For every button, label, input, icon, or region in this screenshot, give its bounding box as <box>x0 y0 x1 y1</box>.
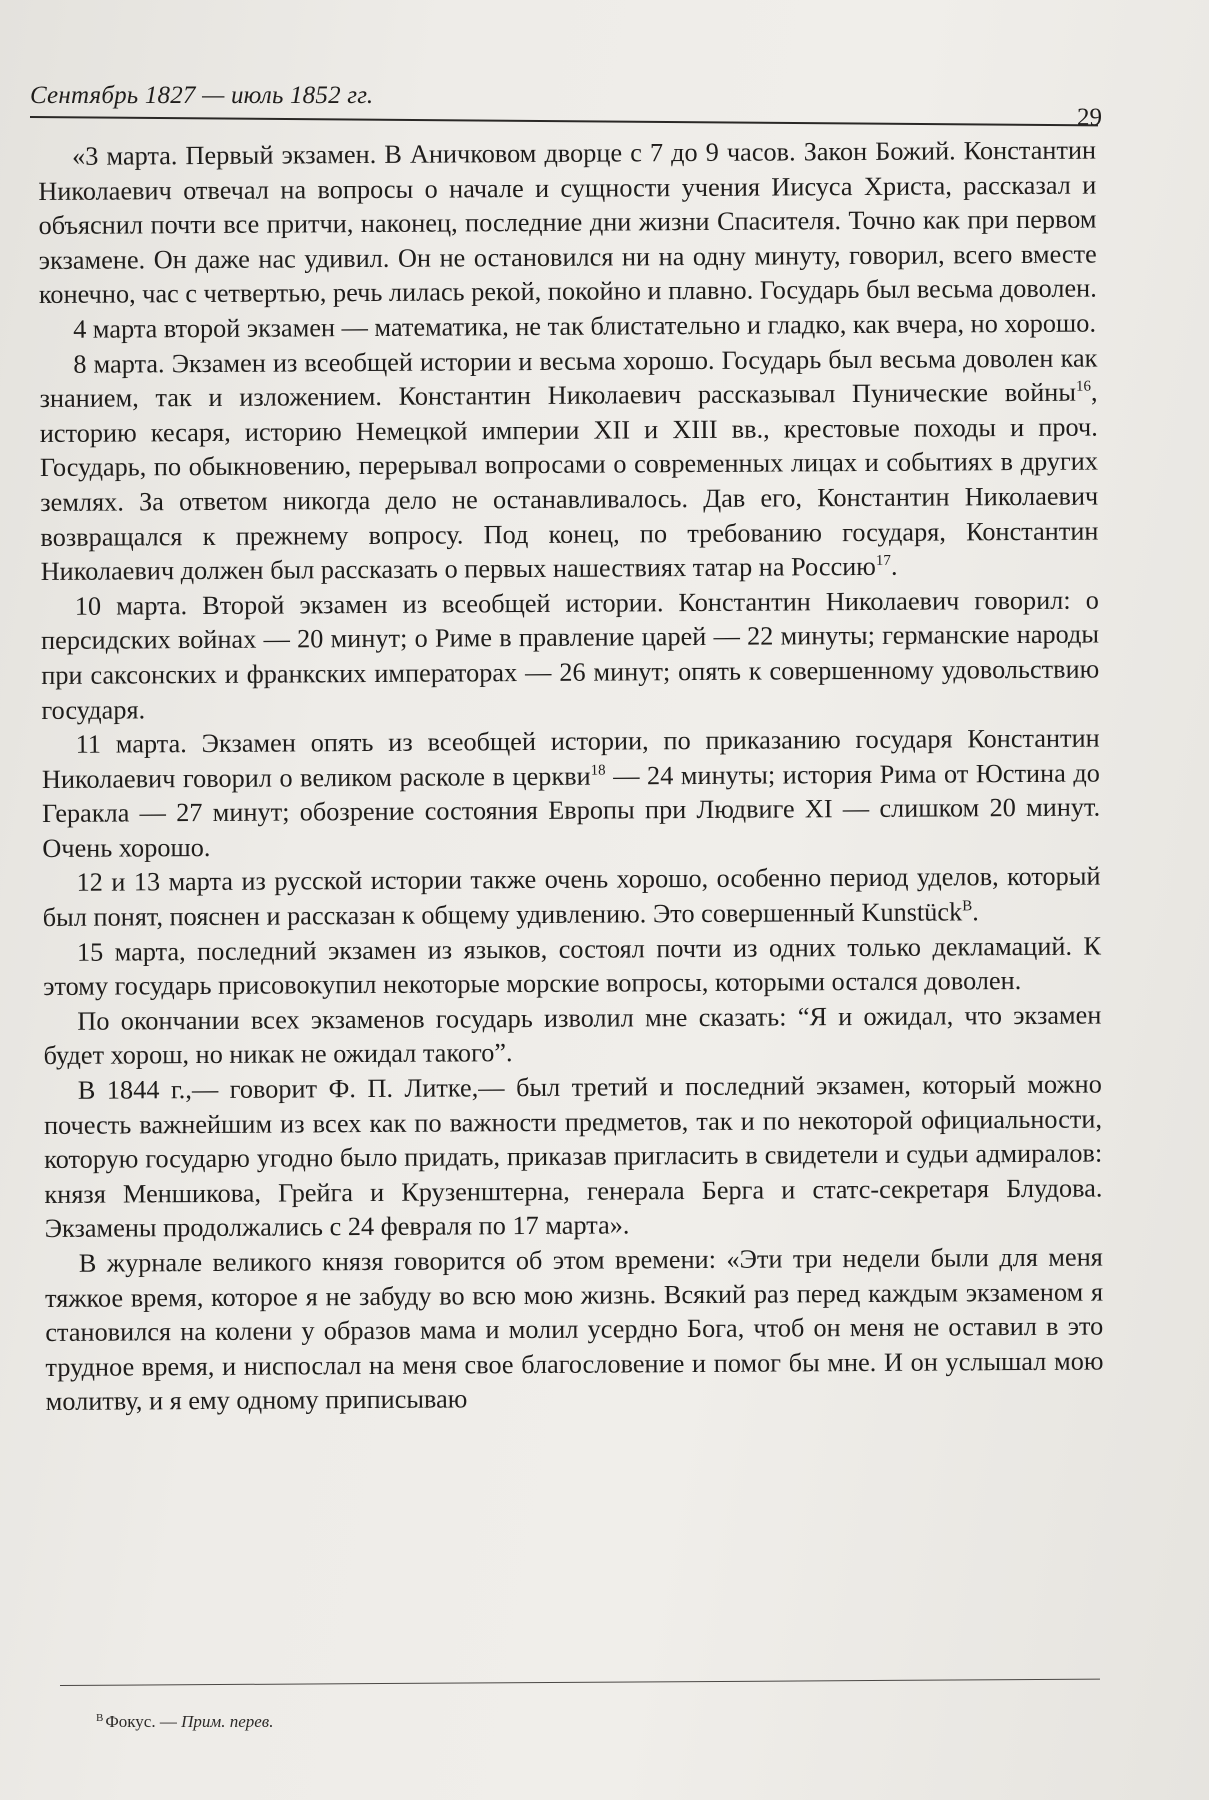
paragraph-text: 4 марта второй экзамен — математика, не так блистательно и гладко, как вчера, но хорошо. <box>73 308 1097 344</box>
paragraph <box>41 583 1100 728</box>
body-text <box>38 134 1104 1420</box>
running-title: Сентябрь 1827 — июль 1852 гг. <box>30 82 374 109</box>
footnote-rule <box>60 1679 1100 1686</box>
paragraph-text: В журнале великого князя говорится об этом времени: «Эти три недели были для меня тяжкое время, которое я не забуду во всю мою жизнь. Всякий раз перед каждым экзаменом я становился на колени у образов мама и молил усердно Бога, чтоб он меня не оставил в это трудное время, и ниспослал на меня свое благословение и помог бы мне. И он услышал мою молитву, и я ему одному приписываю <box>44 1242 1104 1417</box>
note-reference: 16 <box>1075 378 1091 395</box>
paragraph <box>39 307 1097 348</box>
paragraph-text: «3 марта. Первый экзамен. В Аничковом дворце с 7 до 9 часов. Закон Божий. Константин Николаевич отвечал на вопросы о начале и сущности учения Иисуса Христа, рассказал и объяснил почти все притчи, наконец, последние дни жизни Спасителя. Точно как при первом экзамене. Он даже нас удивил. Он не остановился ни на одну минуту, говорил, всего вместе конечно, час с четвертью, речь лилась рекой, покойно и плавно. Государь был весьма доволен. <box>38 135 1097 310</box>
paragraph-text: По окончании всех экзаменов государь изволил мне сказать: “Я и ожидал, что экзамен будет хорош, но никак не ожидал такого”. <box>43 1000 1102 1071</box>
paragraph <box>45 1241 1104 1420</box>
paragraph-text: , историю кесаря, историю Немецкой империи XII и XIII вв., крестовые походы и проч. Государь, по обыкновению, перерывал вопросами о современных лицах и событиях в других землях. За ответом никогда дело не останавливалось. Дав его, Константин Николаевич возвращался к прежнему вопросу. Под конец, по требованию государя, Константин Николаевич должен был рассказать о первых нашествиях татар на Россию <box>39 377 1099 587</box>
paragraph <box>44 1068 1103 1247</box>
paragraph-text: В 1844 г.,— говорит Ф. П. Литке,— был третий и последний экзамен, который можно почесть важнейшим из всех как по важности предметов, так и по некоторой официальности, которую государю угодно было придать, приказав пригласить в свидетели и судьи адмиралов: князя Меншикова, Грейга и Крузенштерна, генерала Берга и статс-секретаря Блудова. Экзамены продолжались с 24 февраля по 17 марта». <box>43 1069 1103 1244</box>
paragraph <box>38 134 1097 313</box>
footnote-text: Фокус. — <box>105 1712 177 1731</box>
paragraph-text: 8 марта. Экзамен из всеобщей истории и весьма хорошо. Государь был весьма доволен как знанием, так и изложением. Константин Николаевич рассказывал Пунические войны <box>39 343 1098 414</box>
paragraph <box>42 722 1101 867</box>
note-reference: В <box>962 898 973 915</box>
page-number: 29 <box>1077 104 1102 131</box>
paragraph-text: — 24 минуты; история Рима от Юстина до Геракла — 27 минут; обозрение состояния Европы при Людвиге XI — слишком 20 минут. Очень хорошо. <box>42 758 1101 863</box>
running-head <box>30 78 1102 131</box>
paragraph-text: 10 марта. Второй экзамен из всеобщей истории. Константин Николаевич говорил: о персидских войнах — 20 минут; о Риме в правление царей — 22 минуты; германские народы при саксонских и франкских императорах — 26 минут; опять к совершенному удовольствию государя. <box>40 585 1100 725</box>
paragraph-text: . <box>890 551 898 581</box>
paragraph-text: 12 и 13 марта из русской истории также очень хорошо, особенно период уделов, который был понят, пояснен и рассказан к общему удивлению. Это совершенный Kunstück <box>42 861 1101 933</box>
paragraph-text: 11 марта. Экзамен опять из всеобщей истории, по приказанию государя Константин Николаевич говорил о великом расколе в церкви <box>41 723 1100 794</box>
paragraph-text: 15 марта, последний экзамен из языков, состоял почти из одних только декламаций. К этому государь присовокупил некоторые морские вопросы, которыми остался доволен. <box>43 931 1102 1002</box>
paragraph-text: . <box>972 897 979 927</box>
footnote-marker: В <box>96 1712 104 1724</box>
footnote-note: Прим. перев. <box>181 1712 274 1731</box>
paragraph <box>39 341 1098 590</box>
footnote <box>96 1712 273 1732</box>
paragraph <box>42 860 1100 936</box>
note-reference: 18 <box>590 762 606 779</box>
paragraph <box>43 998 1101 1074</box>
note-reference: 17 <box>875 552 891 570</box>
paragraph <box>43 929 1101 1005</box>
